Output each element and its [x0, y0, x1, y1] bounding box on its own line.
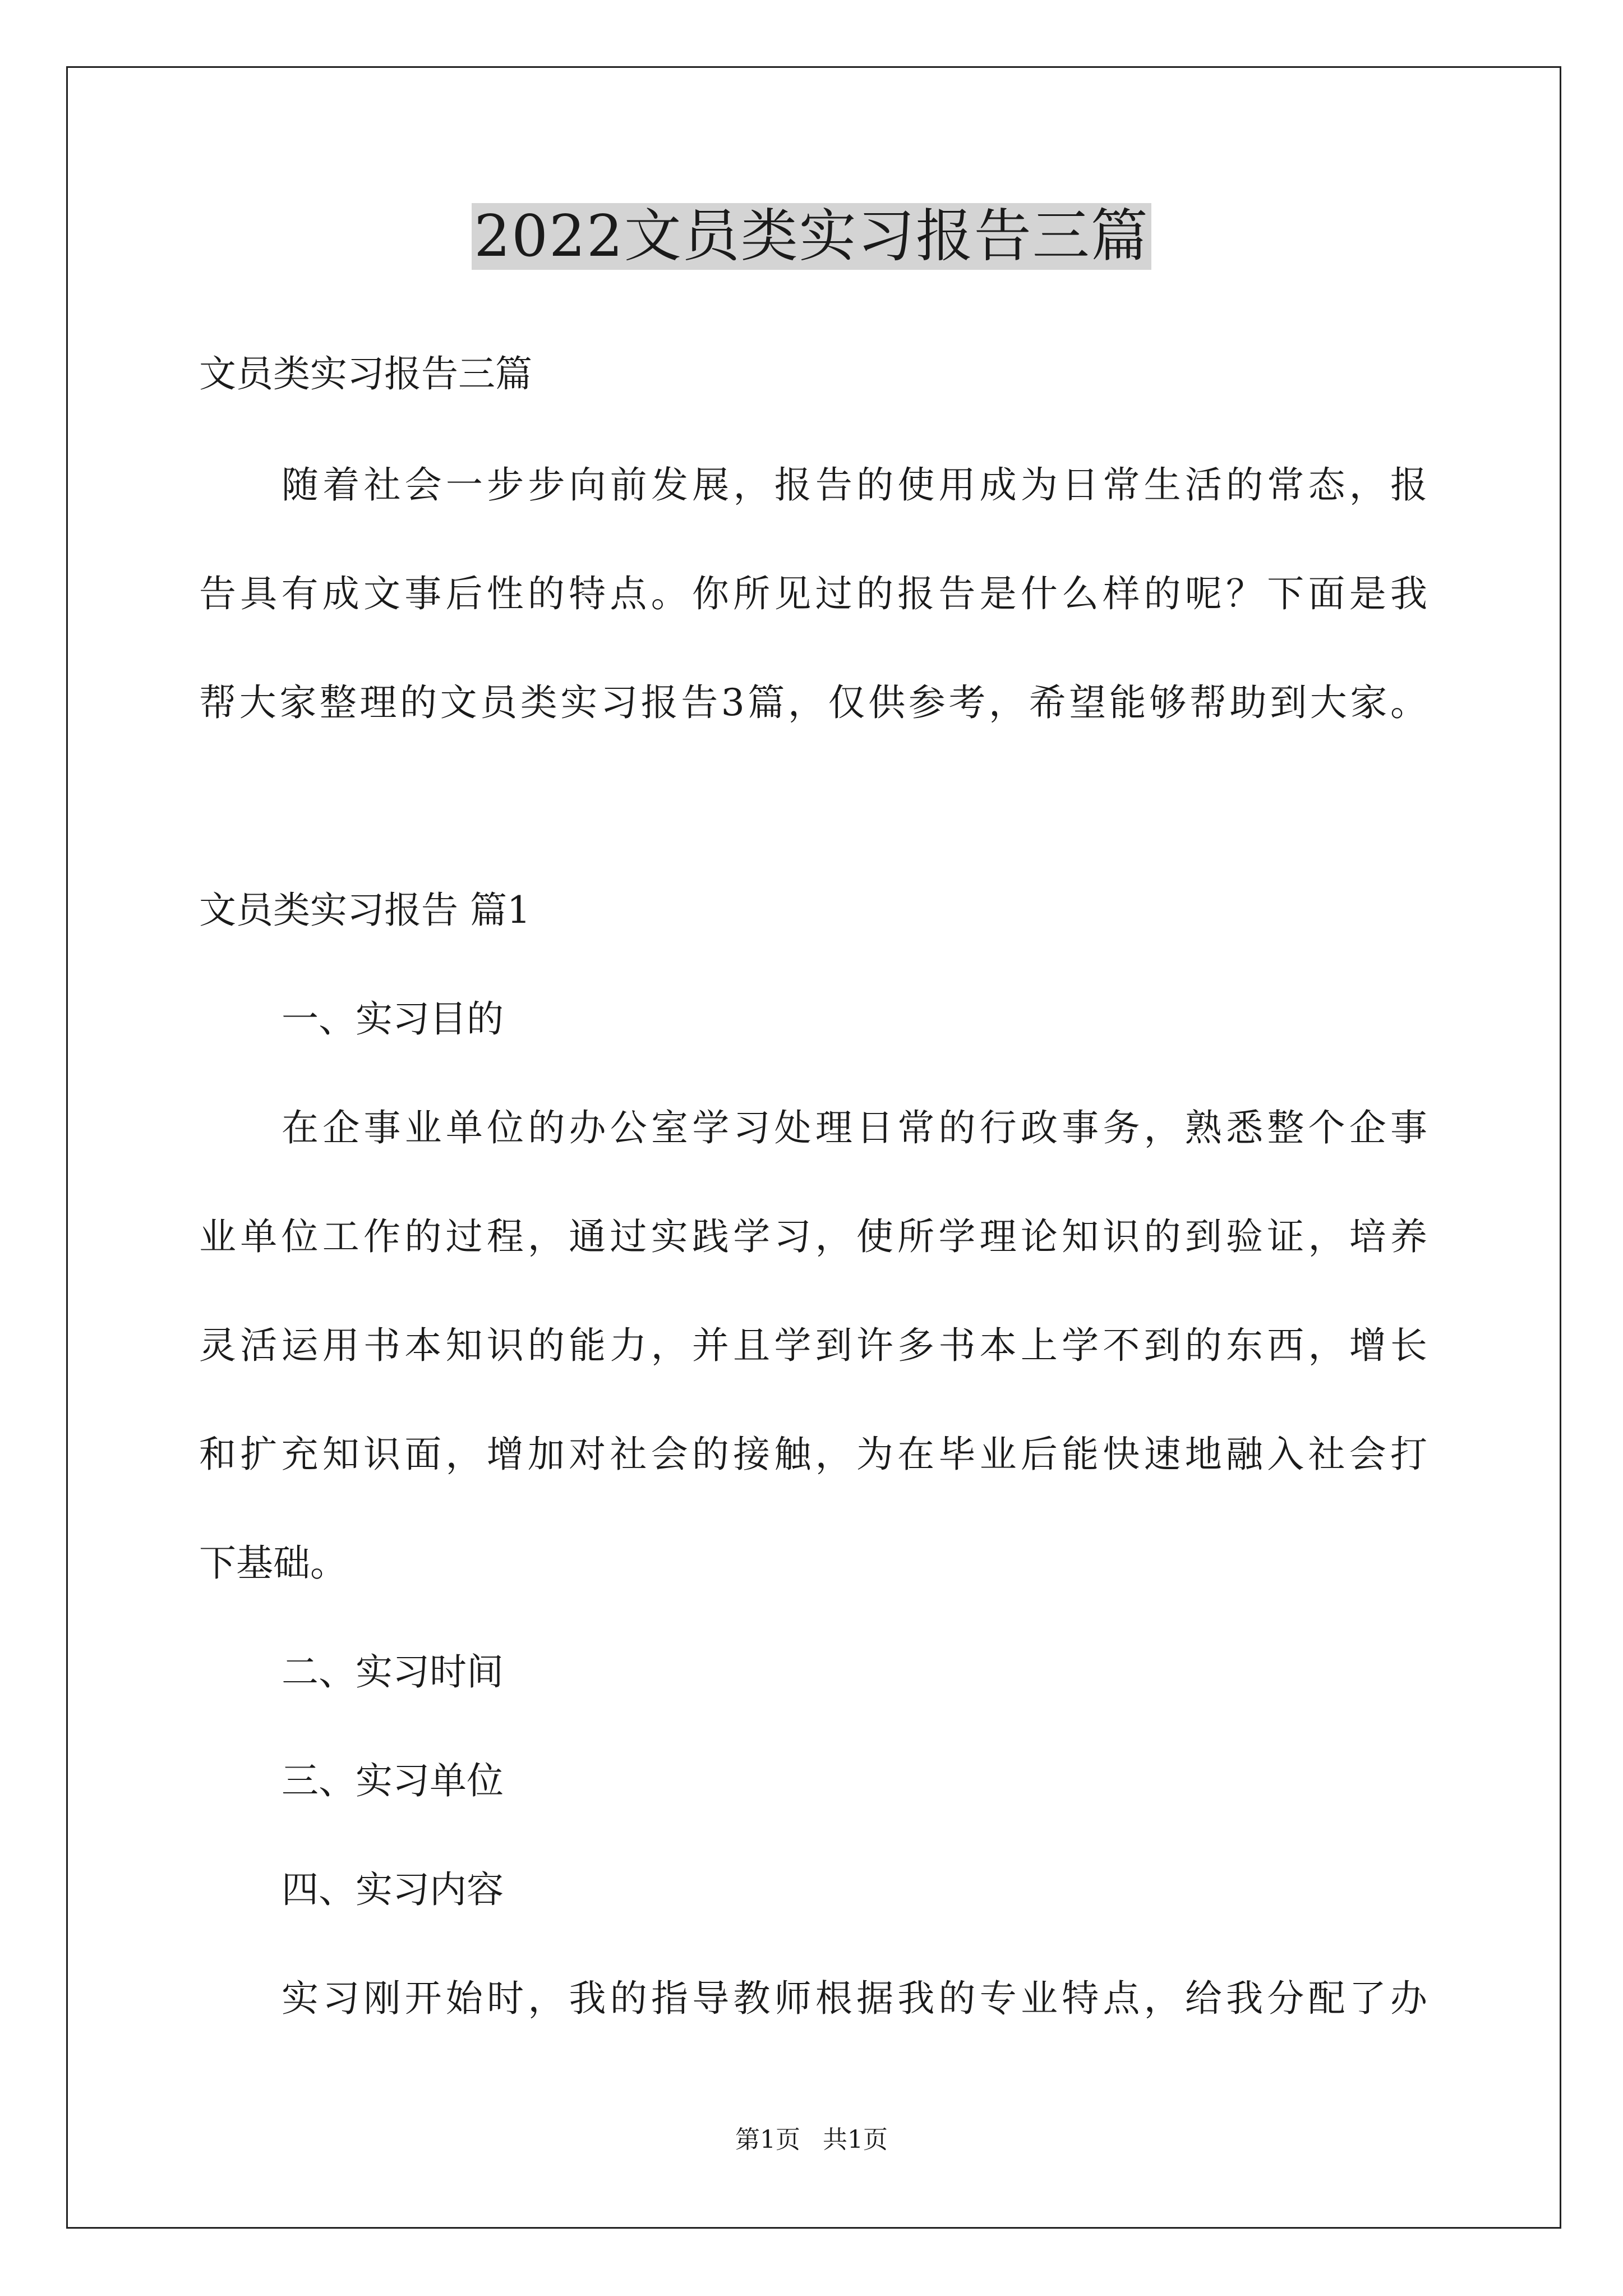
purpose-line-5: 下基础。 — [199, 1542, 347, 1585]
intro-line-2: 告具有成文事后性的特点。你所见过的报告是什么样的呢？下面是我 — [199, 572, 1427, 615]
heading-time: 二、实习时间 — [282, 1650, 504, 1694]
page-total: 共1页 — [823, 2125, 888, 2154]
page-footer — [0, 2123, 1623, 2157]
purpose-line-1: 在企事业单位的办公室学习处理日常的行政事务，熟悉整个企事 — [282, 1106, 1427, 1149]
purpose-line-2: 业单位工作的过程，通过实践学习，使所学理论知识的到验证，培养 — [199, 1215, 1427, 1258]
content-line-1: 实习刚开始时，我的指导教师根据我的专业特点，给我分配了办 — [282, 1977, 1427, 2020]
page-number: 第1页 — [735, 2125, 800, 2154]
intro-line-3: 帮大家整理的文员类实习报告3篇，仅供参考，希望能够帮助到大家。 — [199, 681, 1427, 724]
purpose-line-4: 和扩充知识面，增加对社会的接触，为在毕业后能快速地融入社会打 — [199, 1433, 1427, 1476]
heading-purpose: 一、实习目的 — [282, 997, 504, 1041]
purpose-line-3: 灵活运用书本知识的能力，并且学到许多书本上学不到的东西，增长 — [199, 1324, 1427, 1367]
document-subtitle: 文员类实习报告三篇 — [199, 352, 532, 395]
title-text: 2022文员类实习报告三篇 — [472, 203, 1151, 270]
heading-unit: 三、实习单位 — [282, 1759, 504, 1802]
intro-line-1: 随着社会一步步向前发展，报告的使用成为日常生活的常态，报 — [282, 463, 1427, 507]
section-heading-1: 文员类实习报告 篇1 — [199, 889, 531, 932]
heading-content: 四、实习内容 — [282, 1868, 504, 1911]
document-title — [0, 197, 1623, 276]
